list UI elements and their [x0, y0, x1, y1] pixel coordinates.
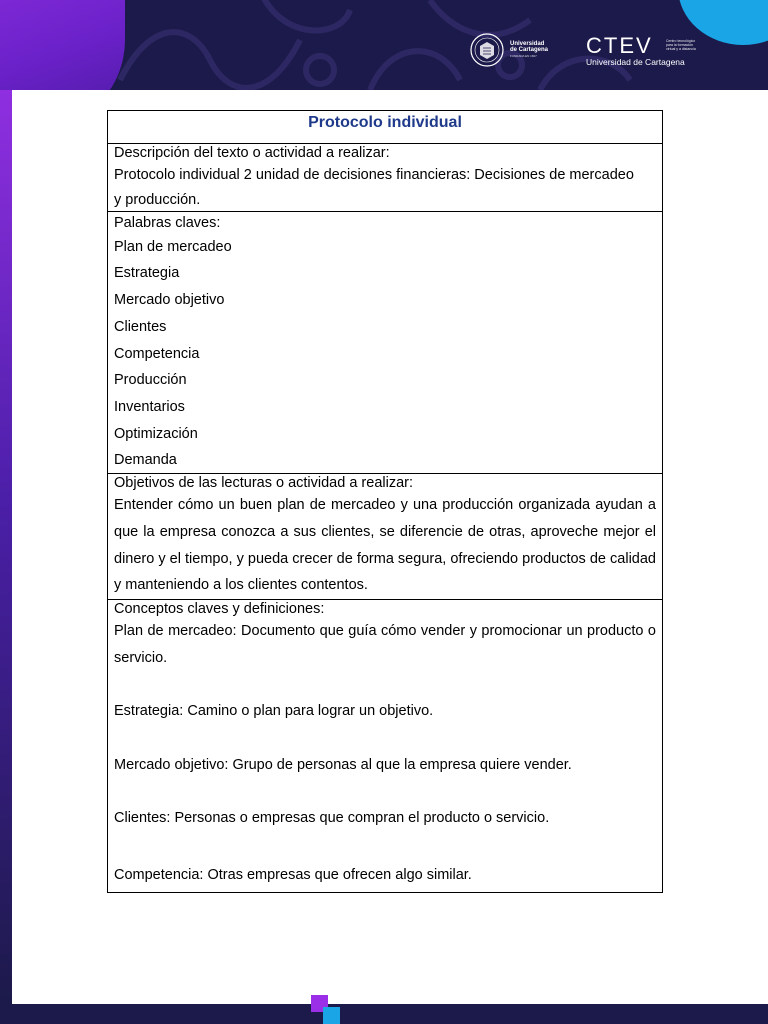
protocol-title: Protocolo individual — [108, 111, 662, 144]
keyword-item: Estrategia — [114, 265, 180, 282]
udc-logo-text — [510, 41, 548, 59]
description-line-1: Protocolo individual 2 unidad de decisiones financieras: Decisiones de mercadeo — [114, 167, 634, 183]
keyword-item: Producción — [114, 372, 187, 389]
definition-item: Competencia: Otras empresas que ofrecen algo similar. — [114, 867, 472, 884]
footer-cyan-square — [323, 1007, 340, 1024]
left-decorative-strip — [0, 90, 12, 1004]
keyword-item: Plan de mercadeo — [114, 238, 232, 255]
description-line-2: y producción. — [114, 191, 201, 208]
definition-spacer — [114, 778, 656, 805]
concepts-section — [108, 600, 662, 892]
universidad-de-cartagena-logo — [470, 32, 548, 68]
objectives-text: Entender cómo un buen plan de mercadeo y una producción organizada ayudan a que la empresa conozca a sus clientes, se diferencie de otras, aproveche mejor el dinero y el tiempo, y pueda crecer de forma segura, ofreciendo productos de calidad y manteniendo a los clientes contentos. — [114, 497, 656, 594]
ctev-wordmark: CTEV — [586, 33, 653, 58]
objectives-label: Objetivos de las lecturas o actividad a realizar: — [114, 475, 414, 492]
udc-motto: FUNDADA EN 1827 — [510, 54, 537, 58]
definition-spacer — [114, 725, 656, 752]
page-footer — [0, 1004, 768, 1024]
definition-spacer — [114, 672, 656, 699]
keywords-label: Palabras claves: — [114, 214, 221, 231]
university-seal-icon — [470, 33, 504, 67]
udc-line2: de Cartagena — [510, 47, 549, 53]
ctev-logo — [586, 33, 696, 67]
page-header — [0, 0, 768, 90]
description-label: Descripción del texto o actividad a realizar: — [114, 145, 390, 161]
keyword-item: Optimización — [114, 425, 198, 442]
keyword-item: Competencia — [114, 345, 200, 362]
definition-item: Mercado objetivo: Grupo de personas al que la empresa quiere vender. — [114, 756, 572, 773]
keyword-item: Demanda — [114, 452, 177, 469]
concepts-label: Conceptos claves y definiciones: — [114, 601, 325, 618]
header-purple-shape — [0, 0, 125, 90]
keyword-item: Mercado objetivo — [114, 292, 225, 309]
udc-line1: Universidad — [510, 41, 545, 47]
definition-spacer — [114, 832, 656, 859]
keyword-item: Clientes — [114, 318, 167, 335]
objectives-section — [108, 474, 662, 600]
definition-item: Estrategia: Camino o plan para lograr un objetivo. — [114, 703, 434, 720]
ctev-subtitle: Universidad de Cartagena — [586, 57, 685, 67]
ctev-tagline: Centro tecnológico para la formación virtual y a distancia — [666, 39, 696, 51]
protocol-table — [107, 110, 663, 893]
description-section — [108, 144, 662, 212]
keywords-section — [108, 212, 662, 475]
keyword-item: Inventarios — [114, 398, 185, 415]
definition-item: Plan de mercadeo: Documento que guía cómo vender y promocionar un producto o servicio. — [114, 623, 656, 666]
definition-item: Clientes: Personas o empresas que compran el producto o servicio. — [114, 810, 550, 827]
